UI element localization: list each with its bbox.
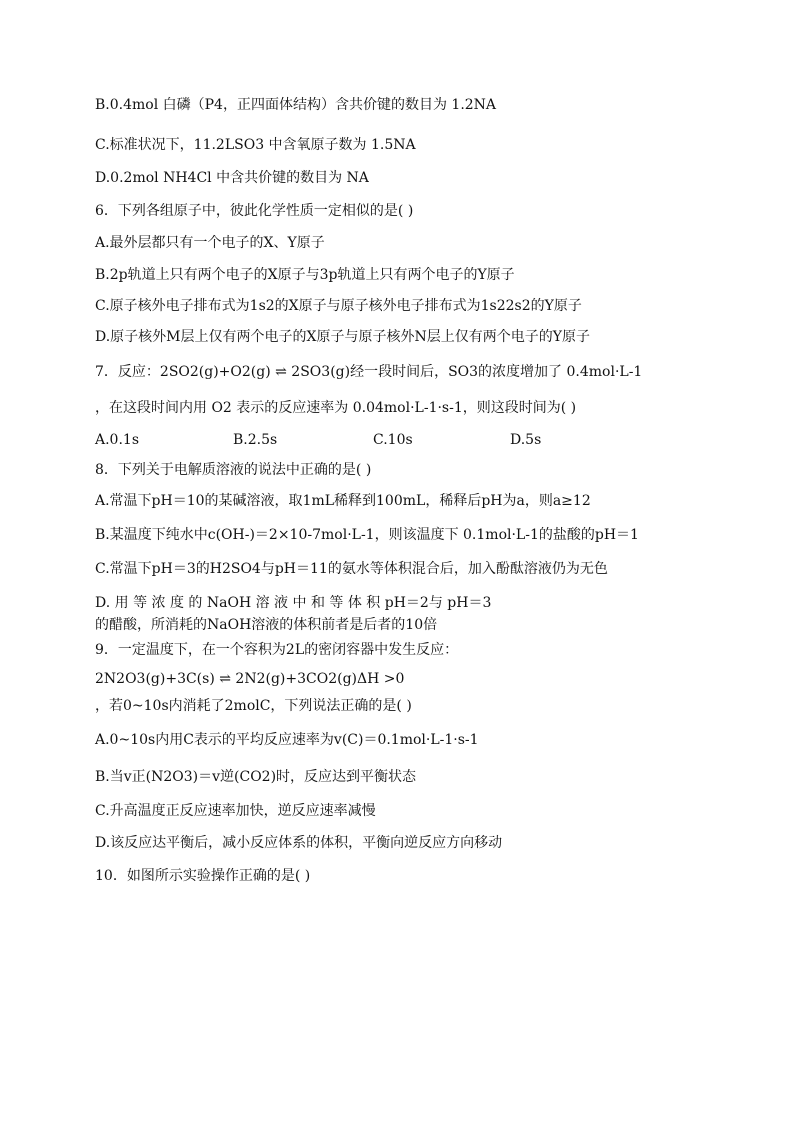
question-7: 7．反应：2SO2(g)+O2(g) ⇌ 2SO3(g)经一段时间后，SO3的浓度增加了 0.4mol·L-1 [95, 364, 643, 380]
option-line: C.原子核外电子排布式为1s2的X原子与原子核外电子排布式为1s22s2的Y原子 [95, 298, 582, 314]
question-7-cont: ，在这段时间内用 O2 表示的反应速率为 0.04mol·L-1·s-1，则这段时间为( ) [95, 400, 577, 416]
option-line: C.升高温度正反应速率加快，逆反应速率减慢 [95, 803, 376, 819]
question-10: 10．如图所示实验操作正确的是( ) [95, 868, 311, 884]
question-9-cont: ，若0~10s内消耗了2molC，下列说法正确的是( ) [95, 698, 412, 714]
option-line: C.常温下pH＝3的H2SO4与pH＝11的氨水等体积混合后，加入酚酞溶液仍为无色 [95, 561, 608, 577]
option-line: A.常温下pH＝10的某碱溶液，取1mL稀释到100mL，稀释后pH为a，则a≥12 [95, 493, 591, 509]
option-line: 的醋酸，所消耗的NaOH溶液的体积前者是后者的10倍 [95, 617, 438, 633]
option-c: C.10s [373, 432, 413, 448]
question-9: 9．一定温度下，在一个容积为2L的密闭容器中发生反应： [95, 642, 459, 658]
option-line: D.0.2mol NH4Cl 中含共价键的数目为 NA [95, 170, 369, 186]
option-d: D.5s [510, 432, 542, 448]
option-line: D. 用 等 浓 度 的 NaOH 溶 液 中 和 等 体 积 pH＝2与 pH＝3 [95, 595, 492, 611]
question-8: 8．下列关于电解质溶液的说法中正确的是( ) [95, 462, 372, 478]
option-b: B.2.5s [233, 432, 278, 448]
option-line: B.0.4mol 白磷（P4，正四面体结构）含共价键的数目为 1.2NA [95, 97, 497, 113]
option-line: D.该反应达平衡后，减小反应体系的体积，平衡向逆反应方向移动 [95, 835, 503, 851]
option-line: B.当v正(N2O3)＝v逆(CO2)时，反应达到平衡状态 [95, 769, 417, 785]
option-a: A.0.1s [95, 432, 140, 448]
option-line: C.标准状况下，11.2LSO3 中含氧原子数为 1.5NA [95, 137, 416, 153]
option-line: A.0~10s内用C表示的平均反应速率为v(C)＝0.1mol·L-1·s-1 [95, 732, 479, 748]
option-line: B.某温度下纯水中c(OH-)＝2×10-7mol·L-1，则该温度下 0.1mol·L-1的盐酸的pH＝1 [95, 527, 639, 543]
equation: 2N2O3(g)+3C(s) ⇌ 2N2(g)+3CO2(g)ΔH >0 [95, 671, 405, 687]
option-line: D.原子核外M层上仅有两个电子的X原子与原子核外N层上仅有两个电子的Y原子 [95, 329, 590, 345]
option-line: A.最外层都只有一个电子的X、Y原子 [95, 235, 325, 251]
option-line: B.2p轨道上只有两个电子的X原子与3p轨道上只有两个电子的Y原子 [95, 267, 515, 283]
question-6: 6．下列各组原子中，彼此化学性质一定相似的是( ) [95, 203, 414, 219]
